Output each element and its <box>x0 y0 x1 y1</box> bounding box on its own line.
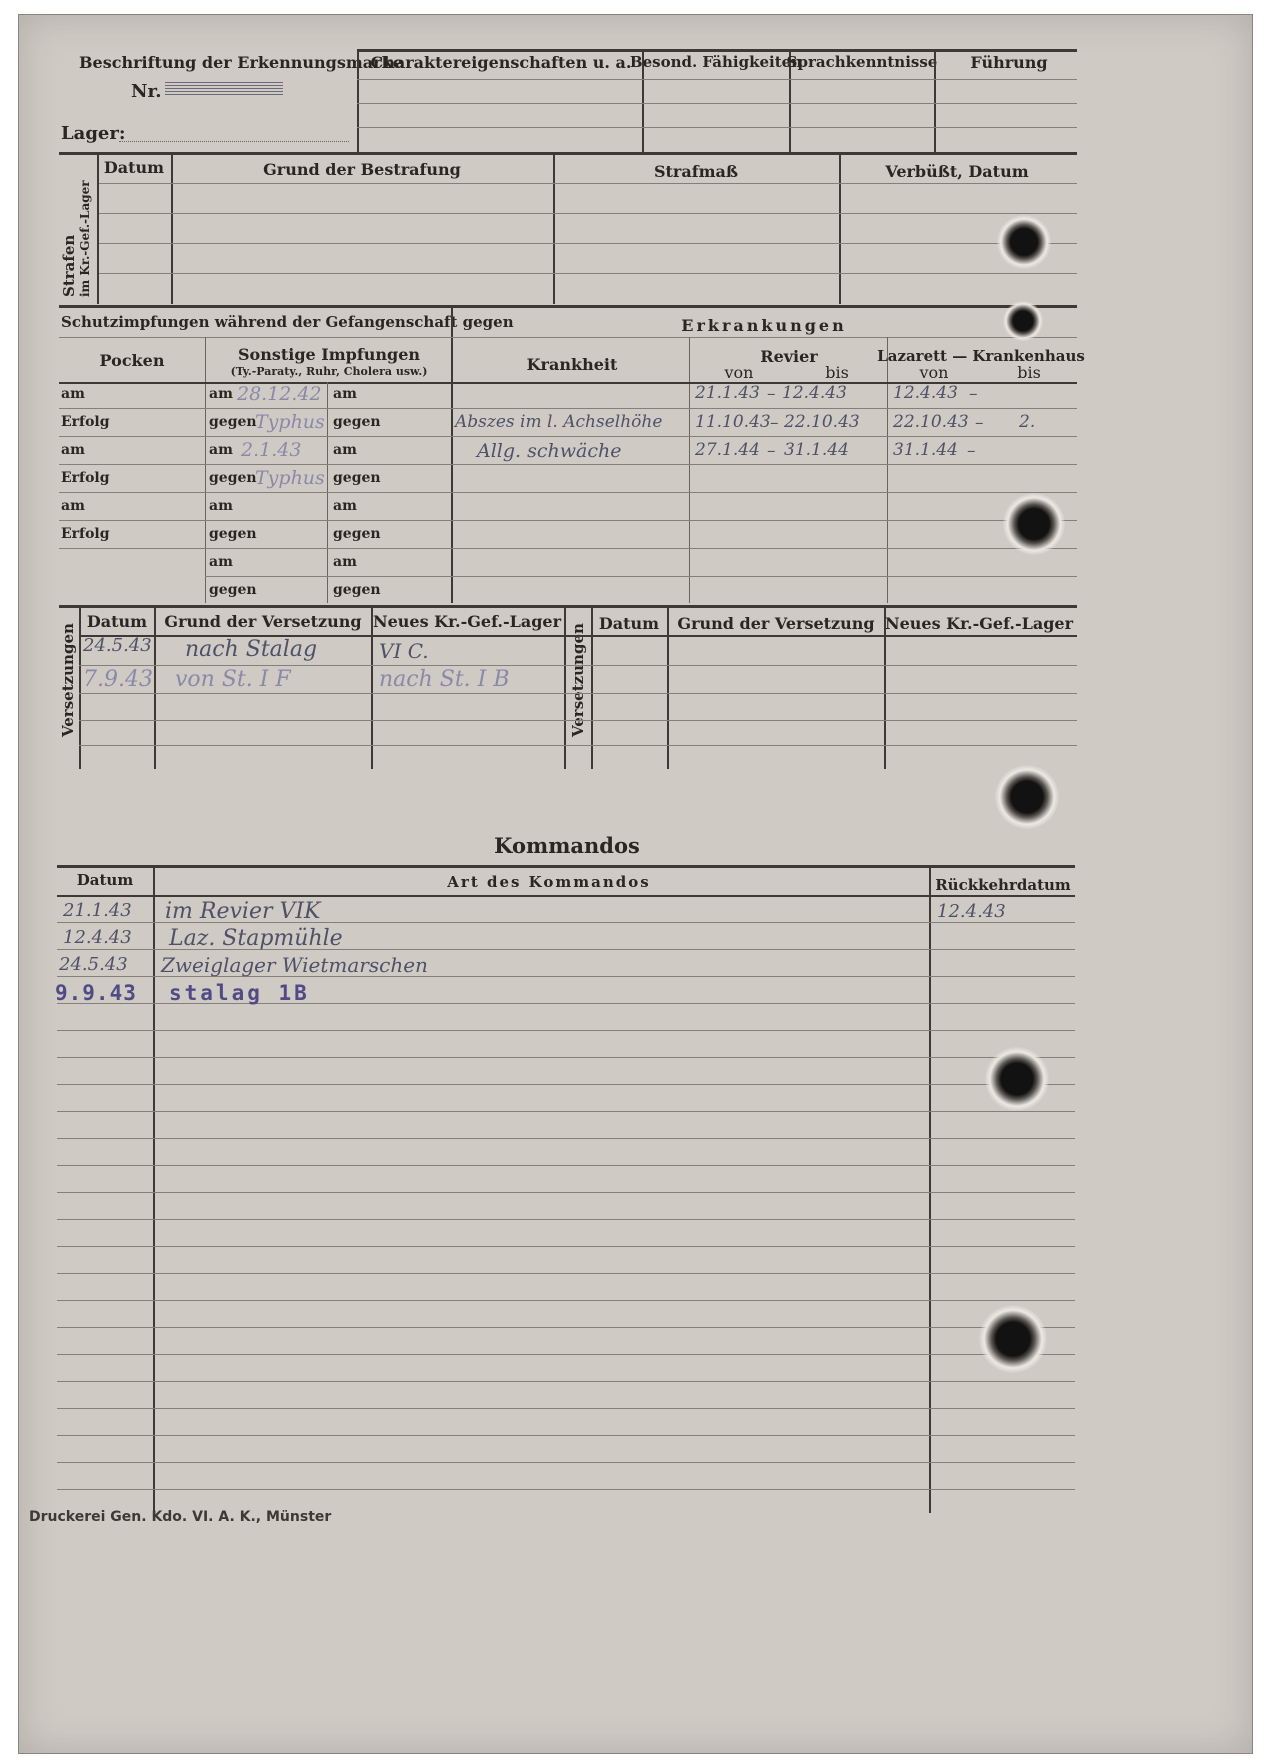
transfer-camp-2: nach St. I B <box>379 667 510 692</box>
illness-col-revier: Revier <box>760 347 818 366</box>
transfer-col-camp-left: Neues Kr.-Gef.-Lager <box>372 612 562 631</box>
transfer-reason-1: nach Stalag <box>185 637 318 662</box>
transfer-date-2: 7.9.43 <box>83 667 153 692</box>
vacc-label: am <box>209 386 233 402</box>
transfer-reason-2: von St. I F <box>175 667 291 692</box>
header-divider <box>357 51 359 153</box>
vacc-col-other-sub: (Ty.-Paraty., Ruhr, Cholera usw.) <box>230 365 428 378</box>
kommando-date-2: 12.4.43 <box>63 927 132 948</box>
punch-hole <box>995 765 1059 829</box>
conduct-label: Führung <box>970 53 1048 72</box>
vacc-label: Erfolg <box>61 414 110 430</box>
illness-revier-to-1: 12.4.43 <box>782 383 847 403</box>
illness-revier-von: von <box>724 363 754 382</box>
illness-laz-from-1: 12.4.43 <box>893 383 958 403</box>
transfer-row-rule <box>79 665 1077 666</box>
illness-laz-bis: bis <box>1017 363 1041 382</box>
vacc-label: Erfolg <box>61 526 110 542</box>
illness-divider <box>689 337 690 603</box>
illness-laz-von: von <box>919 363 949 382</box>
punish-rule <box>99 243 1077 244</box>
vacc-label: gegen <box>333 470 381 486</box>
vacc-label: am <box>333 386 357 402</box>
vacc-date-2: 2.1.43 <box>241 439 302 461</box>
punch-hole <box>997 215 1051 269</box>
kommando-type-4: stalag 1B <box>169 981 310 1005</box>
kommandos-col-date: Datum <box>76 871 134 889</box>
vacc-divider <box>205 337 206 603</box>
header-rule <box>357 103 1077 104</box>
vacc-label: am <box>333 442 357 458</box>
vacc-label: am <box>61 442 85 458</box>
dash-1: – <box>767 384 776 404</box>
illness-revier-from-1: 21.1.43 <box>695 383 760 403</box>
vacc-label: am <box>209 442 233 458</box>
punish-divider <box>97 154 99 304</box>
kommandos-row-rule <box>57 1219 1075 1220</box>
nr-label: Nr. <box>131 81 162 102</box>
transfer-date-1: 24.5.43 <box>83 635 152 656</box>
kommandos-row-rule <box>57 1246 1075 1247</box>
transfer-row-rule <box>79 745 1077 746</box>
illness-laz-from-3: 31.1.44 <box>893 440 958 460</box>
dash-3: – <box>770 413 779 433</box>
kommandos-head-rule <box>57 895 1075 897</box>
kommandos-title: Kommandos <box>494 833 640 858</box>
kommandos-row-rule <box>57 1138 1075 1139</box>
punch-hole <box>985 1047 1049 1111</box>
header-rule <box>357 127 1077 128</box>
tag-label: Beschriftung der Erkennungsmarke <box>79 53 403 72</box>
kommando-type-2: Laz. Stapmühle <box>169 926 343 951</box>
punish-col-reason: Grund der Bestrafung <box>263 160 461 179</box>
punish-rule <box>99 213 1077 214</box>
dash-5: – <box>767 441 776 461</box>
redacted-number <box>165 82 283 96</box>
illness-title: Erkrankungen <box>681 316 847 335</box>
illness-col-lazarett: Lazarett — Krankenhaus <box>877 347 1085 365</box>
vacc-col-other: Sonstige Impfungen <box>237 345 421 364</box>
illness-revier-to-3: 31.1.44 <box>784 440 849 460</box>
vacc-illness-divider <box>451 307 453 603</box>
vacc-label: am <box>61 386 85 402</box>
kommando-return-1: 12.4.43 <box>937 901 1006 922</box>
vacc-against-2: Typhus <box>255 467 325 489</box>
transfer-side-label-left: Versetzungen <box>59 623 77 737</box>
vacc-row-rule <box>59 464 1077 465</box>
illness-laz-from-2: 22.10.43 <box>893 412 969 432</box>
transfer-col-reason-left: Grund der Versetzung <box>164 612 362 631</box>
lager-label: Lager: <box>61 123 126 144</box>
kommandos-row-rule <box>57 1030 1075 1031</box>
illness-col-name: Krankheit <box>526 355 618 374</box>
illness-divider <box>887 337 888 603</box>
vacc-label: Erfolg <box>61 470 110 486</box>
kommandos-row-rule <box>57 1057 1075 1058</box>
kommandos-row-rule <box>57 1300 1075 1301</box>
pow-record-card <box>18 14 1253 1754</box>
vacc-label: am <box>209 498 233 514</box>
char-label: Charaktereigenschaften u. a. <box>370 53 632 72</box>
punish-col-date: Datum <box>103 158 165 177</box>
punish-top-rule <box>59 152 1077 155</box>
punish-divider <box>839 154 841 304</box>
illness-revier-to-2: 22.10.43 <box>784 412 860 432</box>
dash-6: – <box>967 441 976 461</box>
kommandos-row-rule <box>57 1084 1075 1085</box>
punish-side-label <box>61 180 93 297</box>
transfer-col-date-right: Datum <box>598 614 660 633</box>
vacc-label: gegen <box>333 582 381 598</box>
kommandos-row-rule <box>57 1354 1075 1355</box>
vacc-top-rule <box>59 305 1077 308</box>
illness-name-3: Allg. schwäche <box>477 440 622 462</box>
kommandos-col-type: Art des Kommandos <box>447 873 651 891</box>
vacc-label: am <box>209 554 233 570</box>
vacc-row-rule <box>59 492 1077 493</box>
kommandos-top-rule <box>57 865 1075 868</box>
kommandos-row-rule <box>57 1381 1075 1382</box>
illness-revier-from-2: 11.10.43 <box>695 412 771 432</box>
punch-hole <box>1003 301 1043 341</box>
vacc-label: gegen <box>209 470 257 486</box>
header-rule <box>357 79 1077 80</box>
dash-2: – <box>969 384 978 404</box>
vacc-row-rule <box>59 520 1077 521</box>
kommandos-divider <box>929 867 931 1513</box>
kommandos-row-rule <box>57 1489 1075 1490</box>
vacc-label: am <box>333 554 357 570</box>
punish-divider <box>171 154 173 304</box>
transfer-camp-1: VI C. <box>379 639 429 663</box>
kommando-type-3: Zweiglager Wietmarschen <box>161 953 428 977</box>
kommandos-row-rule <box>57 1192 1075 1193</box>
vacc-rule <box>59 337 1077 338</box>
kommandos-row-rule <box>57 1408 1075 1409</box>
illness-laz-to-2: 2. <box>1019 412 1036 432</box>
kommandos-row-rule <box>57 1165 1075 1166</box>
transfer-col-reason-right: Grund der Versetzung <box>677 614 875 633</box>
vacc-label: am <box>61 498 85 514</box>
vacc-row-rule <box>205 576 1077 577</box>
kommando-type-1: im Revier VIK <box>165 899 321 924</box>
vacc-label: am <box>333 498 357 514</box>
kommandos-divider <box>153 867 155 1513</box>
vacc-label: gegen <box>333 414 381 430</box>
printer-footer: Druckerei Gen. Kdo. VI. A. K., Münster <box>29 1509 332 1525</box>
punish-divider <box>553 154 555 304</box>
dash-4: – <box>975 413 984 433</box>
transfer-col-date-left: Datum <box>86 612 148 631</box>
punish-col-served: Verbüßt, Datum <box>885 162 1029 181</box>
transfer-side-label-right: Versetzungen <box>569 623 587 737</box>
kommandos-col-return: Rückkehrdatum <box>935 876 1071 894</box>
vacc-row-rule <box>59 408 1077 409</box>
kommandos-row-rule <box>57 1462 1075 1463</box>
vacc-col-pox: Pocken <box>99 351 165 370</box>
kommando-date-1: 21.1.43 <box>63 900 132 921</box>
lang-label: Sprachkenntnisse <box>786 53 938 71</box>
vacc-title: Schutzimpfungen während der Gefangenschaft gegen <box>61 313 514 331</box>
kommando-date-4: 9.9.43 <box>55 981 137 1005</box>
kommandos-row-rule <box>57 1273 1075 1274</box>
skills-label: Besond. Fähigkeiten <box>629 53 803 71</box>
punish-side-label-1: Strafen <box>60 234 78 297</box>
vacc-row-rule <box>59 436 1077 437</box>
transfer-row-rule <box>79 693 1077 694</box>
transfer-col-camp-right: Neues Kr.-Gef.-Lager <box>884 614 1074 633</box>
illness-revier-bis: bis <box>825 363 849 382</box>
vacc-against-1: Typhus <box>255 411 325 433</box>
illness-name-2: Abszes im l. Achselhöhe <box>455 412 663 432</box>
punch-hole <box>979 1305 1047 1373</box>
transfer-row-rule <box>79 720 1077 721</box>
vacc-date-1: 28.12.42 <box>237 383 322 405</box>
kommandos-row-rule <box>57 1435 1075 1436</box>
vacc-label: gegen <box>209 582 257 598</box>
transfer-top-rule <box>59 605 1077 608</box>
kommandos-row-rule <box>57 1327 1075 1328</box>
vacc-label: gegen <box>209 414 257 430</box>
punch-hole <box>1003 493 1065 555</box>
kommando-date-3: 24.5.43 <box>59 954 128 975</box>
punish-side-label-2: im Kr.-Gef.-Lager <box>78 180 92 297</box>
punish-rule <box>99 273 1077 274</box>
header-top-rule <box>357 49 1077 52</box>
illness-revier-from-3: 27.1.44 <box>695 440 760 460</box>
vacc-label: gegen <box>209 526 257 542</box>
header-col-divider <box>934 51 936 153</box>
vacc-label: gegen <box>333 526 381 542</box>
kommandos-row-rule <box>57 1111 1075 1112</box>
lager-field <box>119 141 349 142</box>
punish-rule <box>99 183 1077 184</box>
vacc-row-rule <box>59 548 1077 549</box>
punish-col-penalty: Strafmaß <box>653 162 739 181</box>
